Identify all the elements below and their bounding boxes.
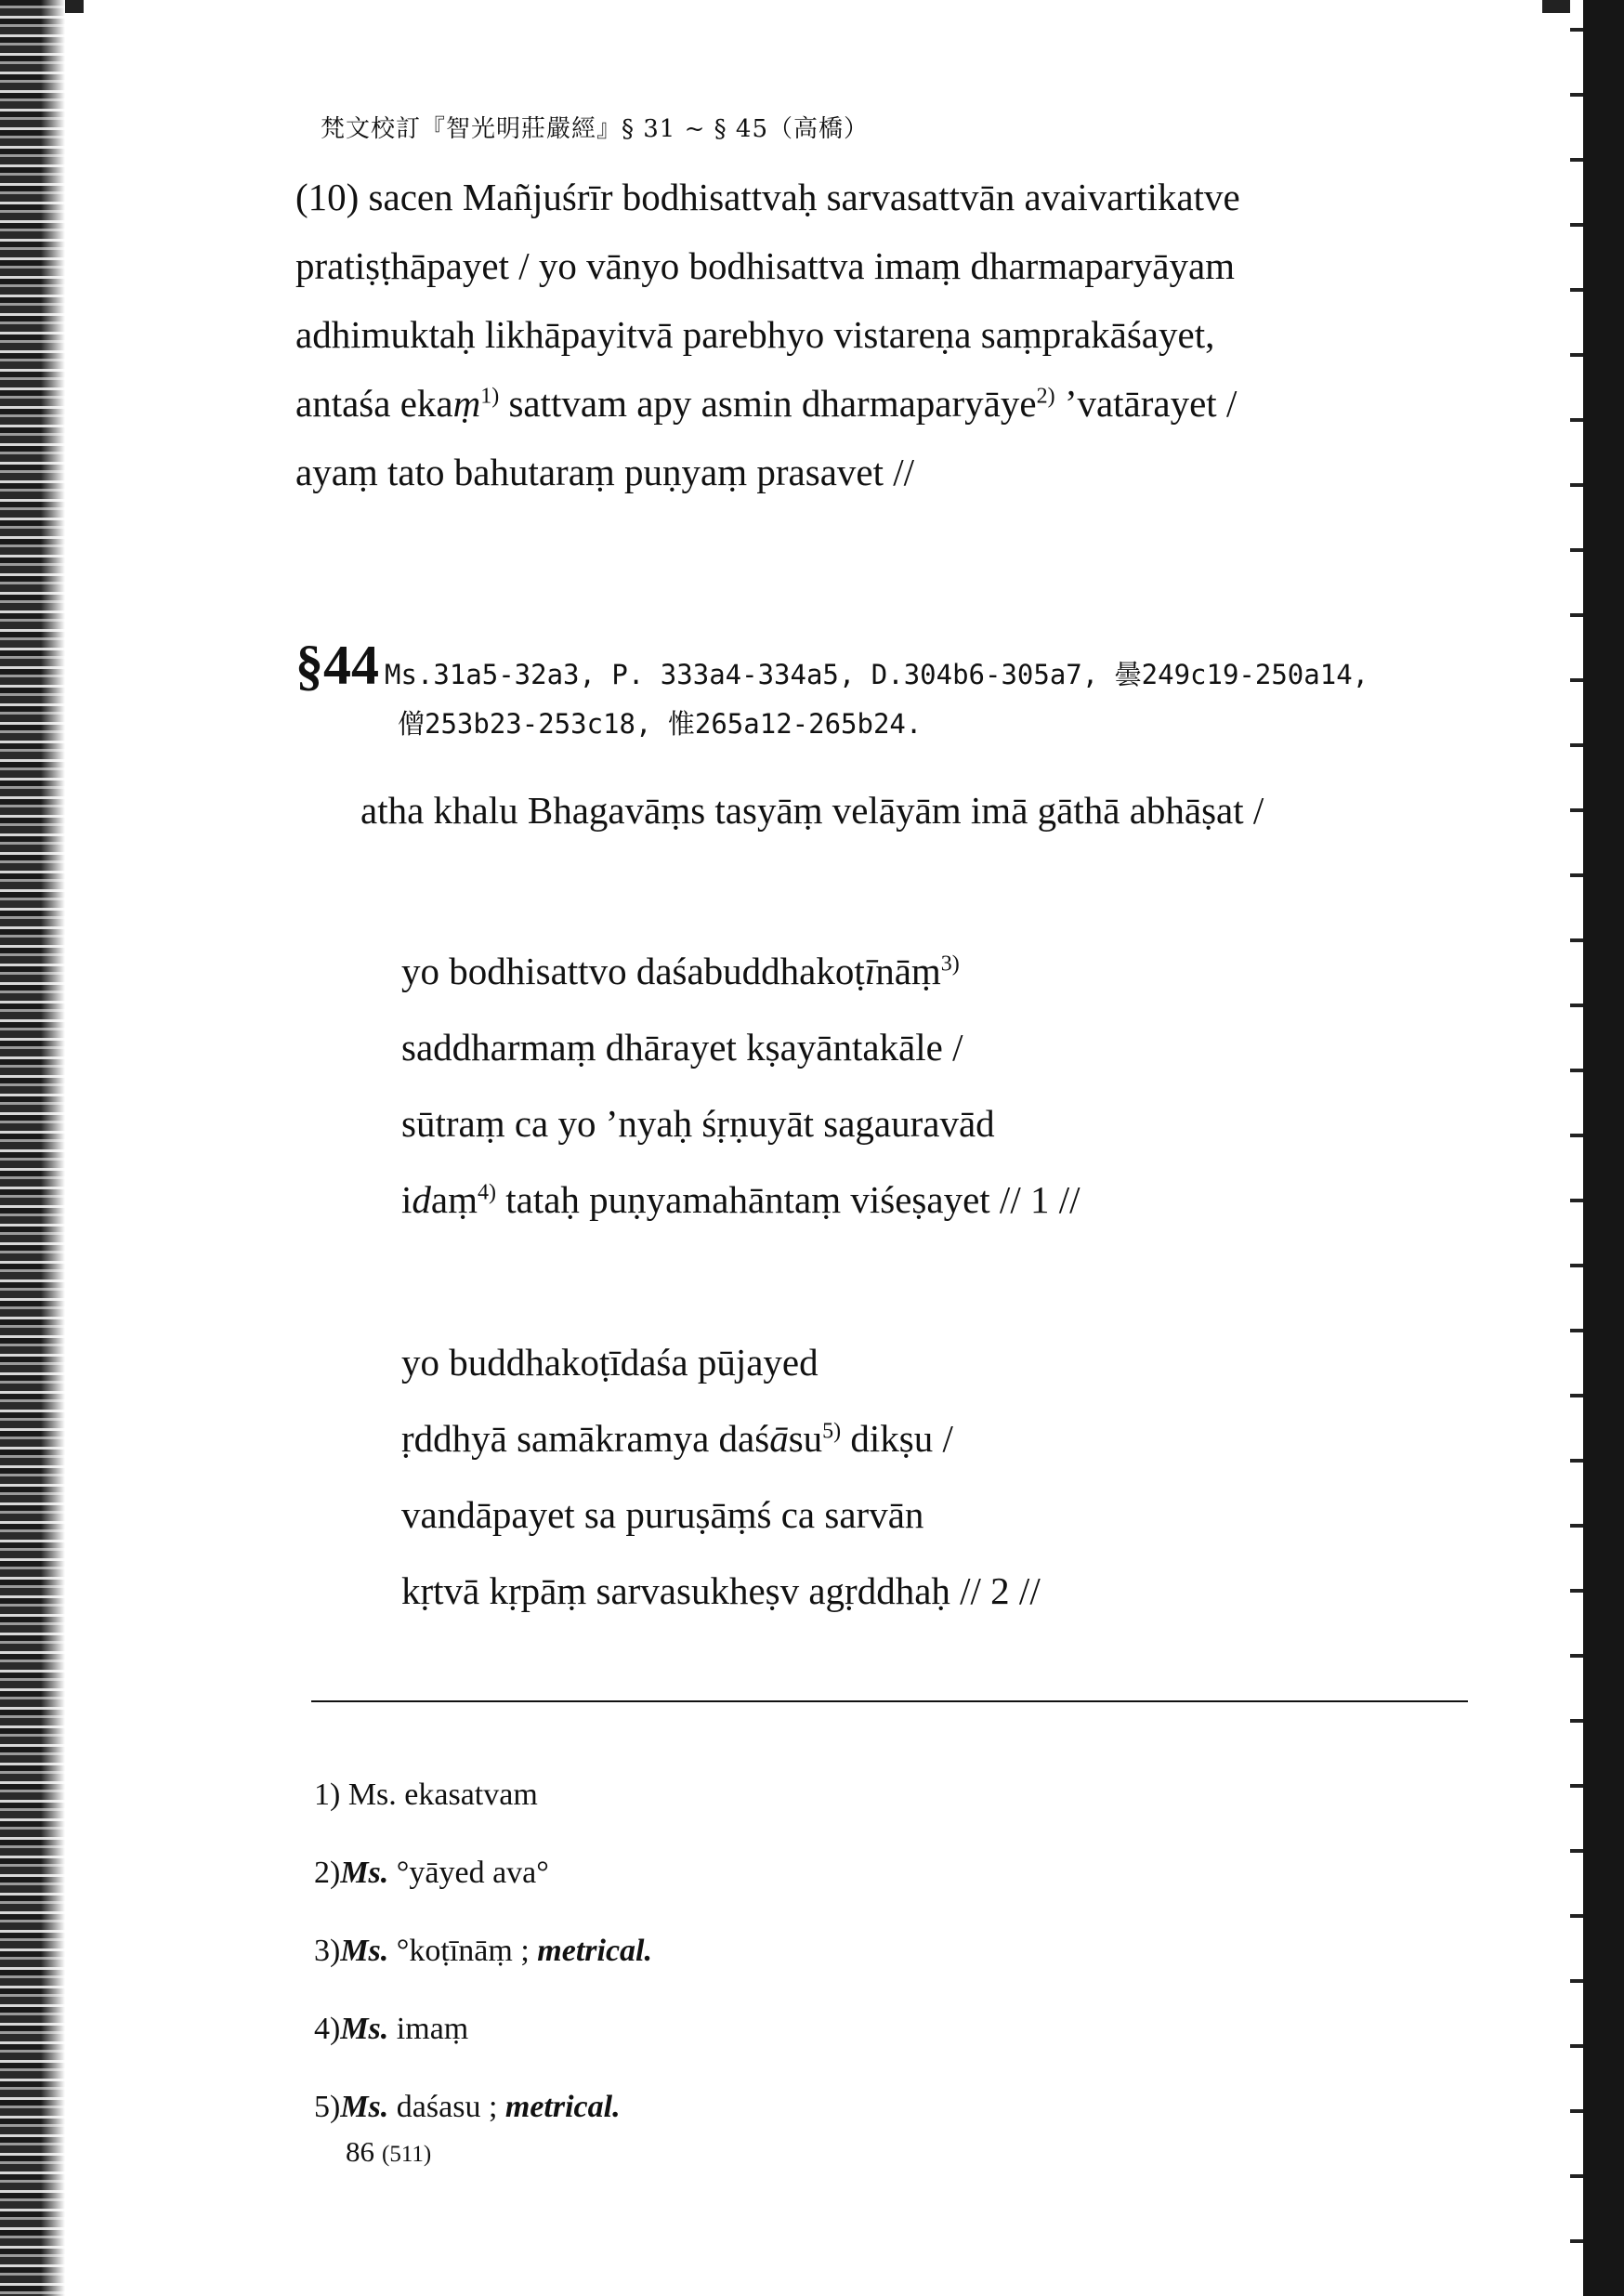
emended-letter: ī — [864, 950, 876, 992]
footnote-ref: 1) — [480, 384, 500, 409]
footnote-ms: Ms. — [340, 1934, 389, 1968]
text-segment: ṛddhyā samākramya daś — [401, 1417, 770, 1460]
footnote-number: 4) — [314, 2012, 341, 2046]
text-segment: aṃ — [430, 1178, 478, 1221]
paragraph-line: pratiṣṭhāpayet / yo vānyo bodhisattva imaṃ dharmaparyāyam — [295, 244, 1236, 287]
footnote — [314, 1834, 652, 1912]
text-segment: nāṃ — [875, 950, 941, 992]
text-segment: sattvam apy asmin dharmaparyāye — [499, 382, 1037, 425]
verse-line: saddharmaṃ dhārayet kṣayāntakāle / — [401, 1026, 963, 1069]
emended-letter: ṃ — [452, 382, 481, 425]
page-number-sub: (511) — [382, 2142, 432, 2167]
footnote-text: imaṃ — [388, 2012, 469, 2046]
footnote-text: °koṭīnāṃ ; — [388, 1934, 538, 1968]
page-number-value: 86 — [346, 2135, 374, 2168]
text-segment: i — [401, 1178, 413, 1221]
emended-letter: ā — [769, 1417, 789, 1460]
footnote-tail: metrical. — [504, 2090, 621, 2124]
footnote-ms: Ms. — [340, 2090, 389, 2124]
footnote-text: °yāyed ava° — [388, 1856, 549, 1890]
paragraph-line — [295, 369, 1494, 438]
emended-letter: d — [412, 1178, 431, 1221]
footnote-number: 5) — [314, 2090, 341, 2124]
footnote-ms: Ms. — [347, 1778, 397, 1812]
paragraph-line: ayaṃ tato bahutaraṃ puṇyaṃ prasavet // — [295, 451, 915, 493]
page-number — [346, 2135, 431, 2169]
footnote-ms: Ms. — [340, 1856, 389, 1890]
footnote — [314, 1912, 652, 1990]
verse-line — [401, 1400, 1041, 1476]
text-segment: antaśa eka — [295, 382, 453, 425]
section-mark: §44 — [295, 635, 379, 696]
section-refs: 僧253b23-253c18, 惟265a12-265b24. — [398, 708, 923, 740]
footnote-text: ekasatvam — [396, 1778, 538, 1812]
footnote-ref: 3) — [940, 951, 960, 977]
verse-line: vandāpayet sa puruṣāṃś ca sarvān — [401, 1493, 924, 1536]
footnote-ref: 4) — [478, 1180, 496, 1205]
text-segment: yo bodhisattvo daśabuddhakoṭ — [401, 950, 865, 992]
footnote-divider — [311, 1700, 1468, 1702]
verse-1 — [401, 933, 1080, 1238]
paragraph-line: adhimuktaḥ likhāpayitvā parebhyo vistareṇa saṃprakāśayet, — [295, 313, 1215, 356]
scan-edge-right — [1583, 0, 1624, 2296]
verse-2 — [401, 1324, 1041, 1629]
text-segment: ’vatārayet / — [1054, 382, 1238, 425]
verse-line: kṛtvā kṛpāṃ sarvasukheṣv agṛddhaḥ // 2 // — [401, 1569, 1041, 1612]
text-segment: su — [788, 1417, 823, 1460]
footnote-number: 2) — [314, 1856, 341, 1890]
footnote-number: 3) — [314, 1934, 341, 1968]
running-head: 梵文校訂『智光明莊嚴經』§ 31 ~ § 45（高橋） — [321, 115, 870, 143]
footnote-ref: 2) — [1036, 384, 1055, 409]
footnote — [314, 1756, 652, 1834]
text-segment: dikṣu / — [841, 1417, 953, 1460]
verse-line — [401, 1161, 1080, 1238]
verse-line: sūtraṃ ca yo ’nyaḥ śṛṇuyāt sagauravād — [401, 1102, 995, 1145]
verse-intro: atha khalu Bhagavāṃs tasyāṃ velāyām imā gāthā abhāṣat / — [360, 789, 1264, 832]
text-segment: tataḥ puṇyamahāntaṃ viśeṣayet // 1 // — [496, 1178, 1080, 1221]
footnote — [314, 1990, 652, 2068]
footnote-text: daśasu ; — [388, 2090, 505, 2124]
footnote-ms: Ms. — [340, 2012, 389, 2046]
footnote-number: 1) — [314, 1778, 341, 1812]
footnote-ref: 5) — [822, 1419, 842, 1444]
verse-line: yo buddhakoṭīdaśa pūjayed — [401, 1341, 819, 1384]
footnote-tail: metrical. — [537, 1934, 652, 1968]
section-heading — [295, 634, 1369, 741]
scan-edge-left — [0, 0, 65, 2296]
footnotes — [314, 1756, 652, 2146]
section-refs: Ms.31a5-32a3, P. 333a4-334a5, D.304b6-305a7, 曇249c19-250a14, — [385, 659, 1369, 690]
scan-edge-top — [0, 0, 1624, 13]
verse-line — [401, 933, 1080, 1009]
paragraph-line: (10) sacen Mañjuśrīr bodhisattvaḥ sarvasattvān avaivartikatve — [295, 176, 1240, 218]
paragraph-10 — [295, 163, 1494, 506]
